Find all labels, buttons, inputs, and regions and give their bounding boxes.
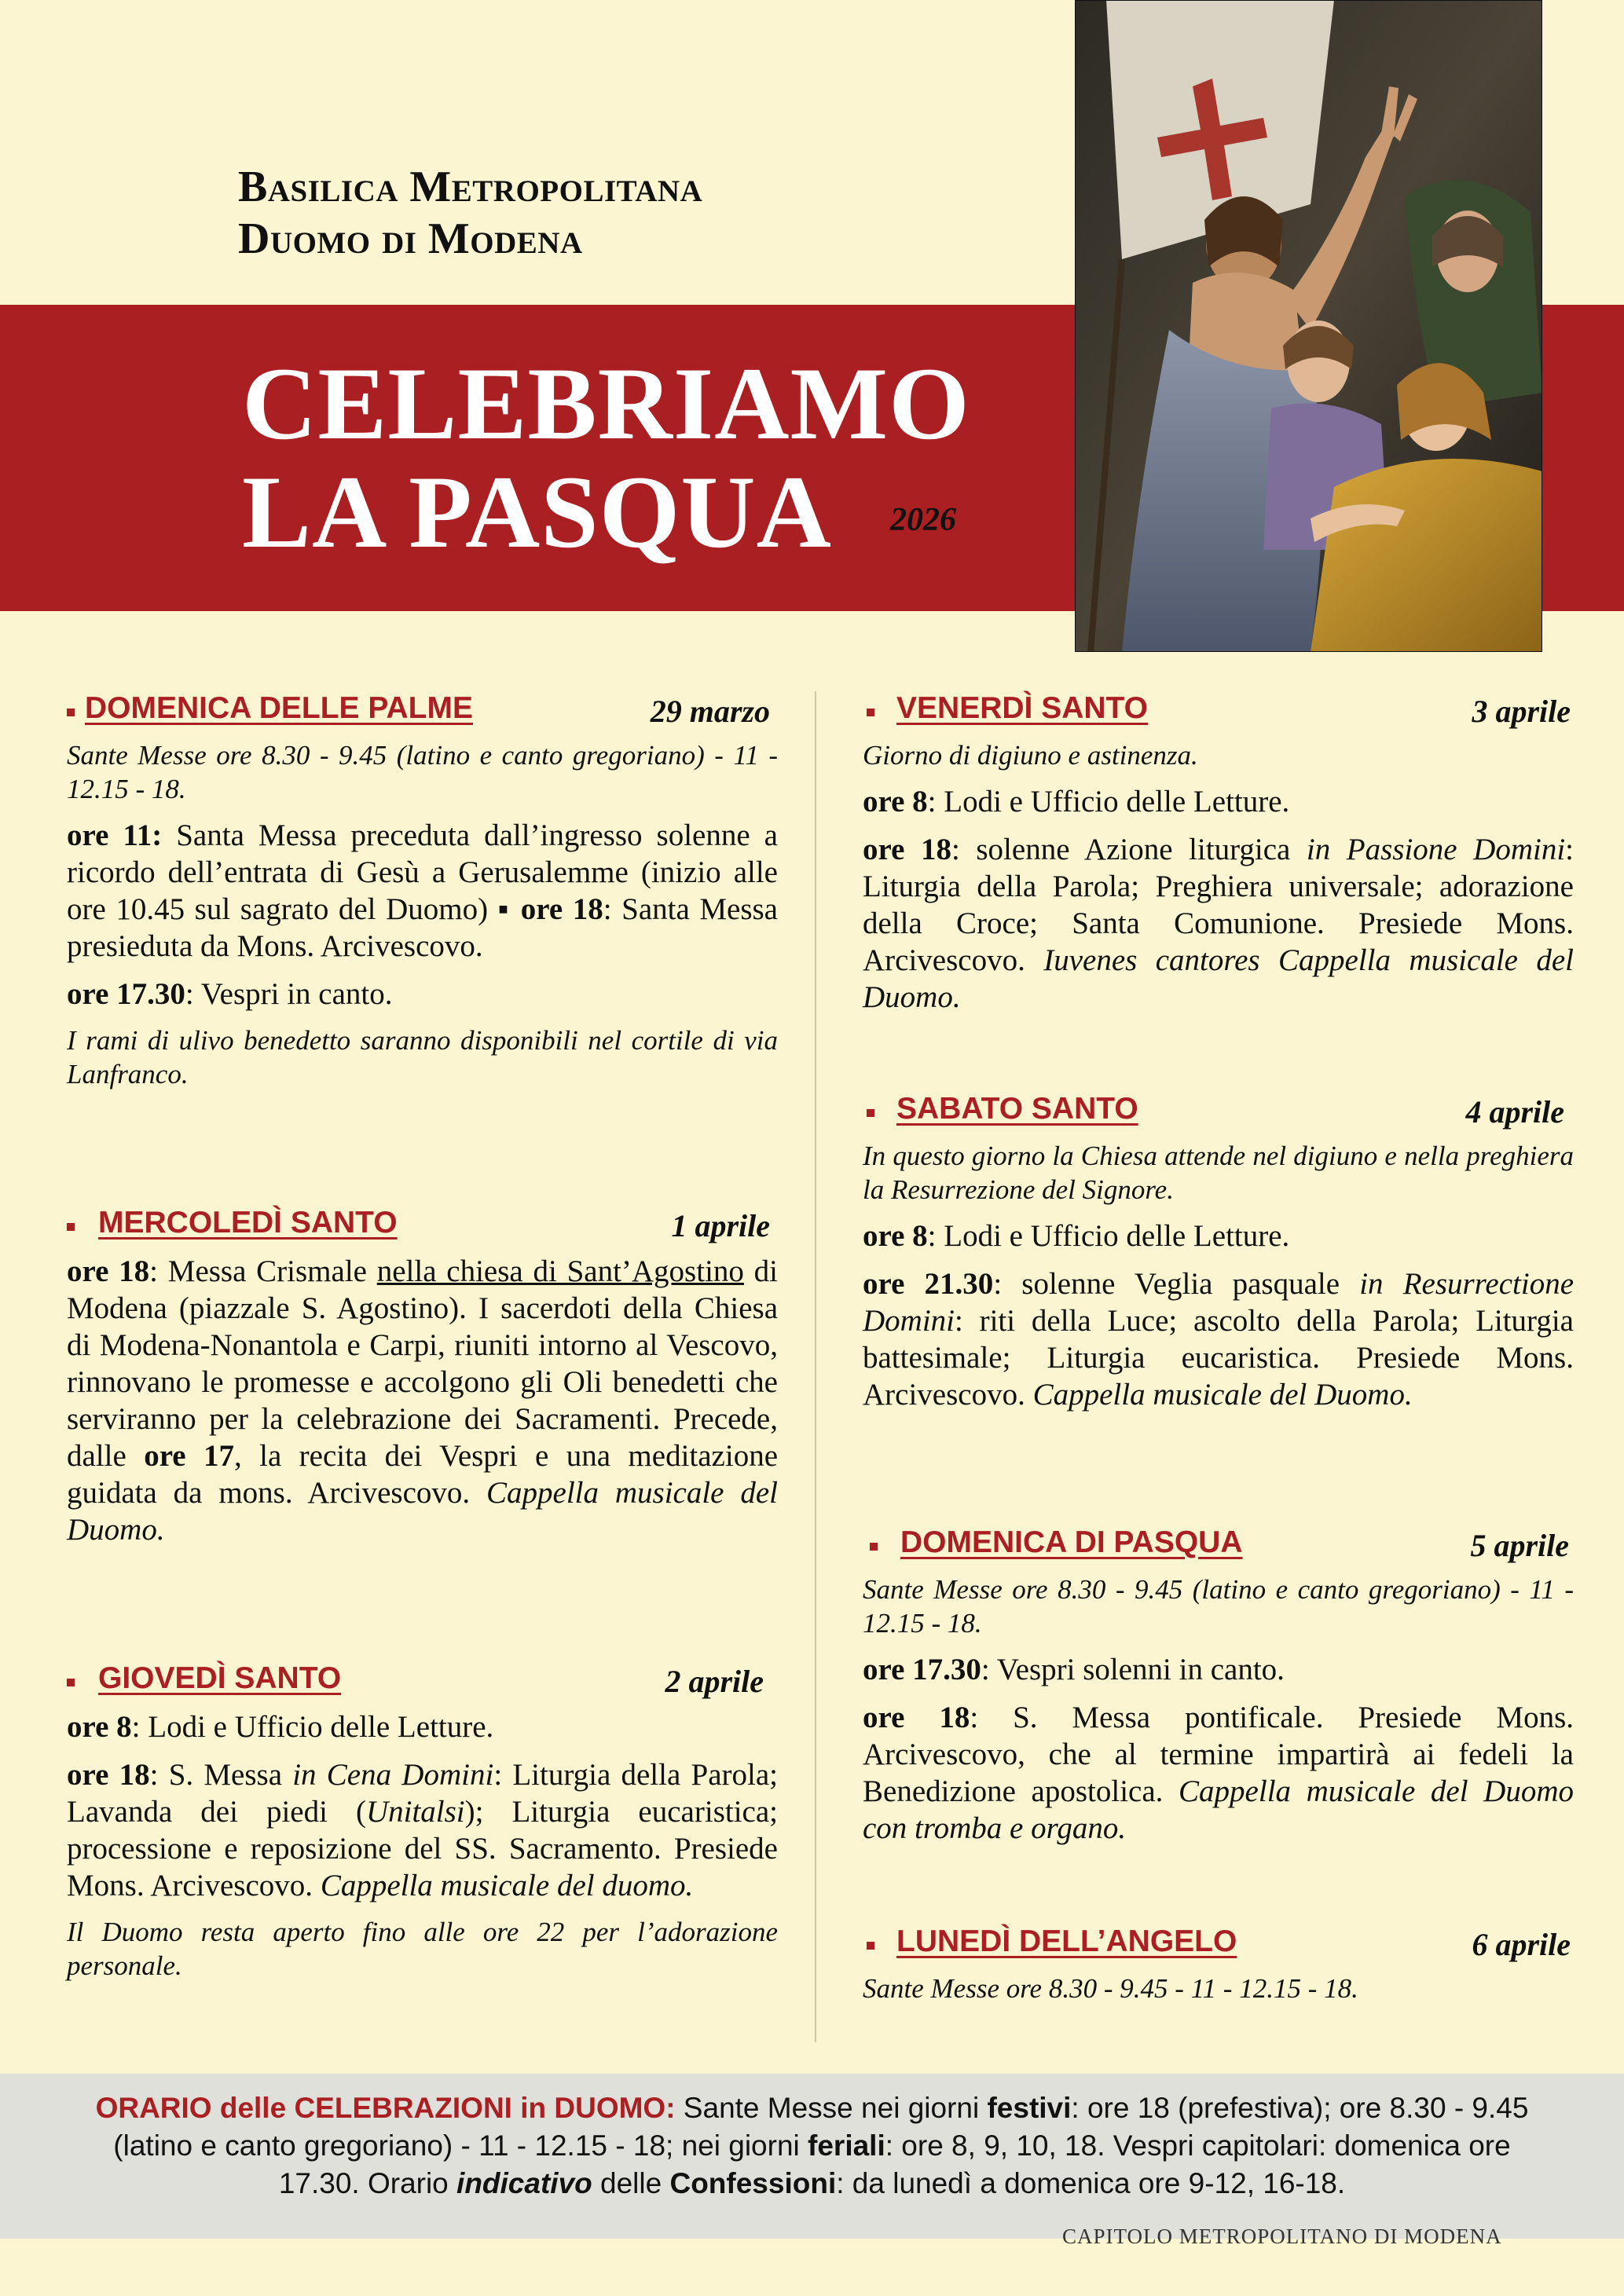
text: : riti della Luce; ascolto della Parola; Liturgia battesimale; Liturgia eucaristica. Presiede Mons. Arcivescovo. [863,1304,1574,1412]
section-giovedi-santo [67,1661,778,1994]
text: : solenne Veglia pasquale [993,1267,1360,1301]
note-paragraph: I rami di ulivo benedetto saranno disponibili nel cortile di via Lanfranco. [67,1025,778,1089]
section-mercoledi-santo [67,1206,778,1559]
section-header [67,1206,778,1253]
paragraph [863,1265,1574,1413]
time-label: ore 18 [863,1701,970,1734]
paragraph [67,976,778,1013]
column-divider [815,691,816,2042]
text-bold: Confessioni [669,2167,837,2199]
title-line2: LA PASQUA [242,454,832,569]
time-label: ore 18 [67,1758,150,1792]
section-header [67,1661,778,1708]
text: delle [592,2167,670,2199]
text: : S. Messa pontificale. Presiede Mons. Arcivescovo, che al termine impartirà ai fedeli la Benedizione apostolica. [863,1701,1574,1808]
section-date: 2 aprile [665,1664,764,1699]
section-date: 3 aprile [1472,694,1571,729]
text-bold-italic: indicativo [456,2167,592,2199]
text: , la recita dei Vespri e una meditazione guidata da mons. Arcivescovo. [67,1439,779,1510]
section-header [863,691,1574,738]
text: : Vespri solenni in canto. [981,1653,1285,1686]
text: : Messa Crismale [149,1254,377,1288]
paragraph [863,1218,1574,1254]
text-bold: feriali [808,2129,885,2162]
bullet-icon [870,1543,878,1551]
text: : ore 18 (prefestiva); ore 8.30 - 9.45 (latino e canto gregoriano) - 11 - 12.15 - 18; nei giorni [113,2092,1529,2162]
choir-text: Cappella musicale del duomo. [320,1869,694,1902]
text: Sante Messe nei giorni [675,2092,988,2124]
text: : Vespri in canto. [185,977,393,1011]
choir-text: Cappella musicale del Duomo con tromba e organo. [863,1774,1574,1845]
section-date: 1 aprile [671,1208,770,1243]
text: : solenne Azione liturgica [951,833,1307,866]
section-title: GIOVEDÌ SANTO [98,1661,342,1695]
choir-text: Cappella musicale del Duomo. [67,1476,778,1547]
text: ); Liturgia eucaristica; processione e reposizione del SS. Sacramento. Presiede Mons. Arcivescovo. [67,1795,778,1902]
section-domenica-pasqua [863,1525,1574,1858]
section-date: 6 aprile [1472,1927,1571,1962]
time-label: ore 17.30 [67,977,185,1011]
paragraph [67,1253,778,1548]
section-header [863,1092,1574,1139]
section-sabato-santo [863,1092,1574,1424]
section-lunedi-angelo [863,1924,1574,2016]
text: : Lodi e Ufficio delle Letture. [131,1710,494,1744]
bullet-icon [67,709,75,716]
section-venerdi-santo [863,691,1574,1027]
church-name [238,161,702,265]
bullet-icon [867,1942,874,1950]
paragraph [863,783,1574,820]
paragraph [863,1699,1574,1847]
section-date: 29 marzo [650,694,770,729]
time-label: ore 8 [67,1710,132,1744]
paragraph [863,1651,1574,1688]
section-title: LUNEDÌ DELL’ANGELO [896,1924,1237,1958]
year-label: 2026 [890,502,956,538]
note-paragraph: Giorno di digiuno e astinenza. [863,740,1198,771]
section-date: 5 aprile [1470,1528,1569,1563]
section-title: SABATO SANTO [896,1092,1138,1126]
text: : ore 8, 9, 10, 18. Vespri capitolari: domenica ore 17.30. Orario [278,2129,1511,2199]
liturgy-name: in Passione Domini [1306,833,1566,866]
section-header [863,1525,1574,1573]
masses-paragraph: Sante Messe ore 8.30 - 9.45 (latino e canto gregoriano) - 11 - 12.15 - 18. [67,740,778,804]
group-name: Unitalsi [365,1795,465,1829]
section-title: DOMENICA DI PASQUA [900,1525,1243,1559]
text: : Lodi e Ufficio delle Letture. [927,785,1290,818]
bullet-icon [67,1223,75,1231]
section-date: 4 aprile [1465,1094,1564,1130]
paragraph [67,1708,778,1745]
text: : S. Messa [149,1758,293,1792]
time-label: ore 21.30 [863,1267,994,1301]
bullet-icon [867,709,874,716]
resurrection-painting-icon [1075,0,1542,652]
schedule-text [94,2089,1530,2203]
section-domenica-palme [67,691,778,1102]
church-name-line2: Duomo di Modena [238,214,583,263]
church-name-line1: Basilica Metropolitana [238,163,703,211]
text: di Modena (piazzale S. Agostino). I sacerdoti della Chiesa di Modena-Nonantola e Carpi, riuniti intorno al Vescovo, rinnovano le promesse e accolgono gli Oli benedetti che serviranno per la celebrazione dei Sacramenti. Precede, dalle [67,1254,778,1473]
note-paragraph: Il Duomo resta aperto fino alle ore 22 per l’adorazione personale. [67,1917,778,1981]
schedule-label: ORARIO delle CELEBRAZIONI in DUOMO: [95,2092,676,2124]
section-title: DOMENICA DELLE PALME [85,691,473,725]
text: : Lodi e Ufficio delle Letture. [927,1219,1290,1253]
choir-text: Cappella musicale del Duomo. [1032,1378,1413,1412]
time-label: ore 17.30 [863,1653,981,1686]
paragraph [67,1756,778,1904]
choir-text: Iuvenes cantores Cappella musicale del Duomo. [863,943,1574,1014]
liturgy-name: in Cena Domini [292,1758,494,1792]
time-label: ore 8 [863,785,928,818]
page-title [242,346,970,569]
section-header [67,691,778,738]
text: : Liturgia della Parola; Preghiera universale; adorazione della Croce; Santa Comunione. Presiede Mons. Arcivescovo. [863,833,1574,977]
time-label: ore 18 [863,833,951,866]
section-title: VENERDÌ SANTO [896,691,1148,725]
paragraph [67,817,778,965]
text: : Santa Messa presieduta da Mons. Arcivescovo. [67,892,778,963]
bullet-icon [67,1679,75,1686]
text: : da lunedì a domenica ore 9-12, 16-18. [836,2167,1346,2199]
text-bold: festivi [987,2092,1072,2124]
time-label: ore 18 [520,892,603,926]
time-label: ore 11: [67,818,163,852]
time-label: ore 17 [144,1439,234,1473]
masses-paragraph: Sante Messe ore 8.30 - 9.45 (latino e canto gregoriano) - 11 - 12.15 - 18. [863,1574,1574,1639]
separator-icon: ▪ [497,892,521,926]
title-line1: CELEBRIAMO [242,346,970,461]
note-paragraph: In questo giorno la Chiesa attende nel digiuno e nella preghiera la Resurrezione del Signore. [863,1141,1574,1205]
paragraph [863,831,1574,1016]
masses-paragraph: Sante Messe ore 8.30 - 9.45 - 11 - 12.15 - 18. [863,1973,1358,2004]
liturgy-name: in Resurrectione Domini [863,1267,1575,1338]
bullet-icon [867,1109,874,1117]
publisher-credit: CAPITOLO METROPOLITANO DI MODENA [1062,2225,1502,2248]
time-label: ore 8 [863,1219,928,1253]
text: : Liturgia della Parola; Lavanda dei piedi ( [67,1758,778,1829]
text: Santa Messa preceduta dall’ingresso solenne a ricordo dell’entrata di Gesù a Gerusalemme (inizio alle ore 10.45 sul sagrato del Duomo) [67,818,778,926]
section-header [863,1924,1574,1972]
location-text: nella chiesa di Sant’Agostino [376,1254,744,1288]
time-label: ore 18 [67,1254,150,1288]
section-title: MERCOLEDÌ SANTO [98,1206,398,1240]
